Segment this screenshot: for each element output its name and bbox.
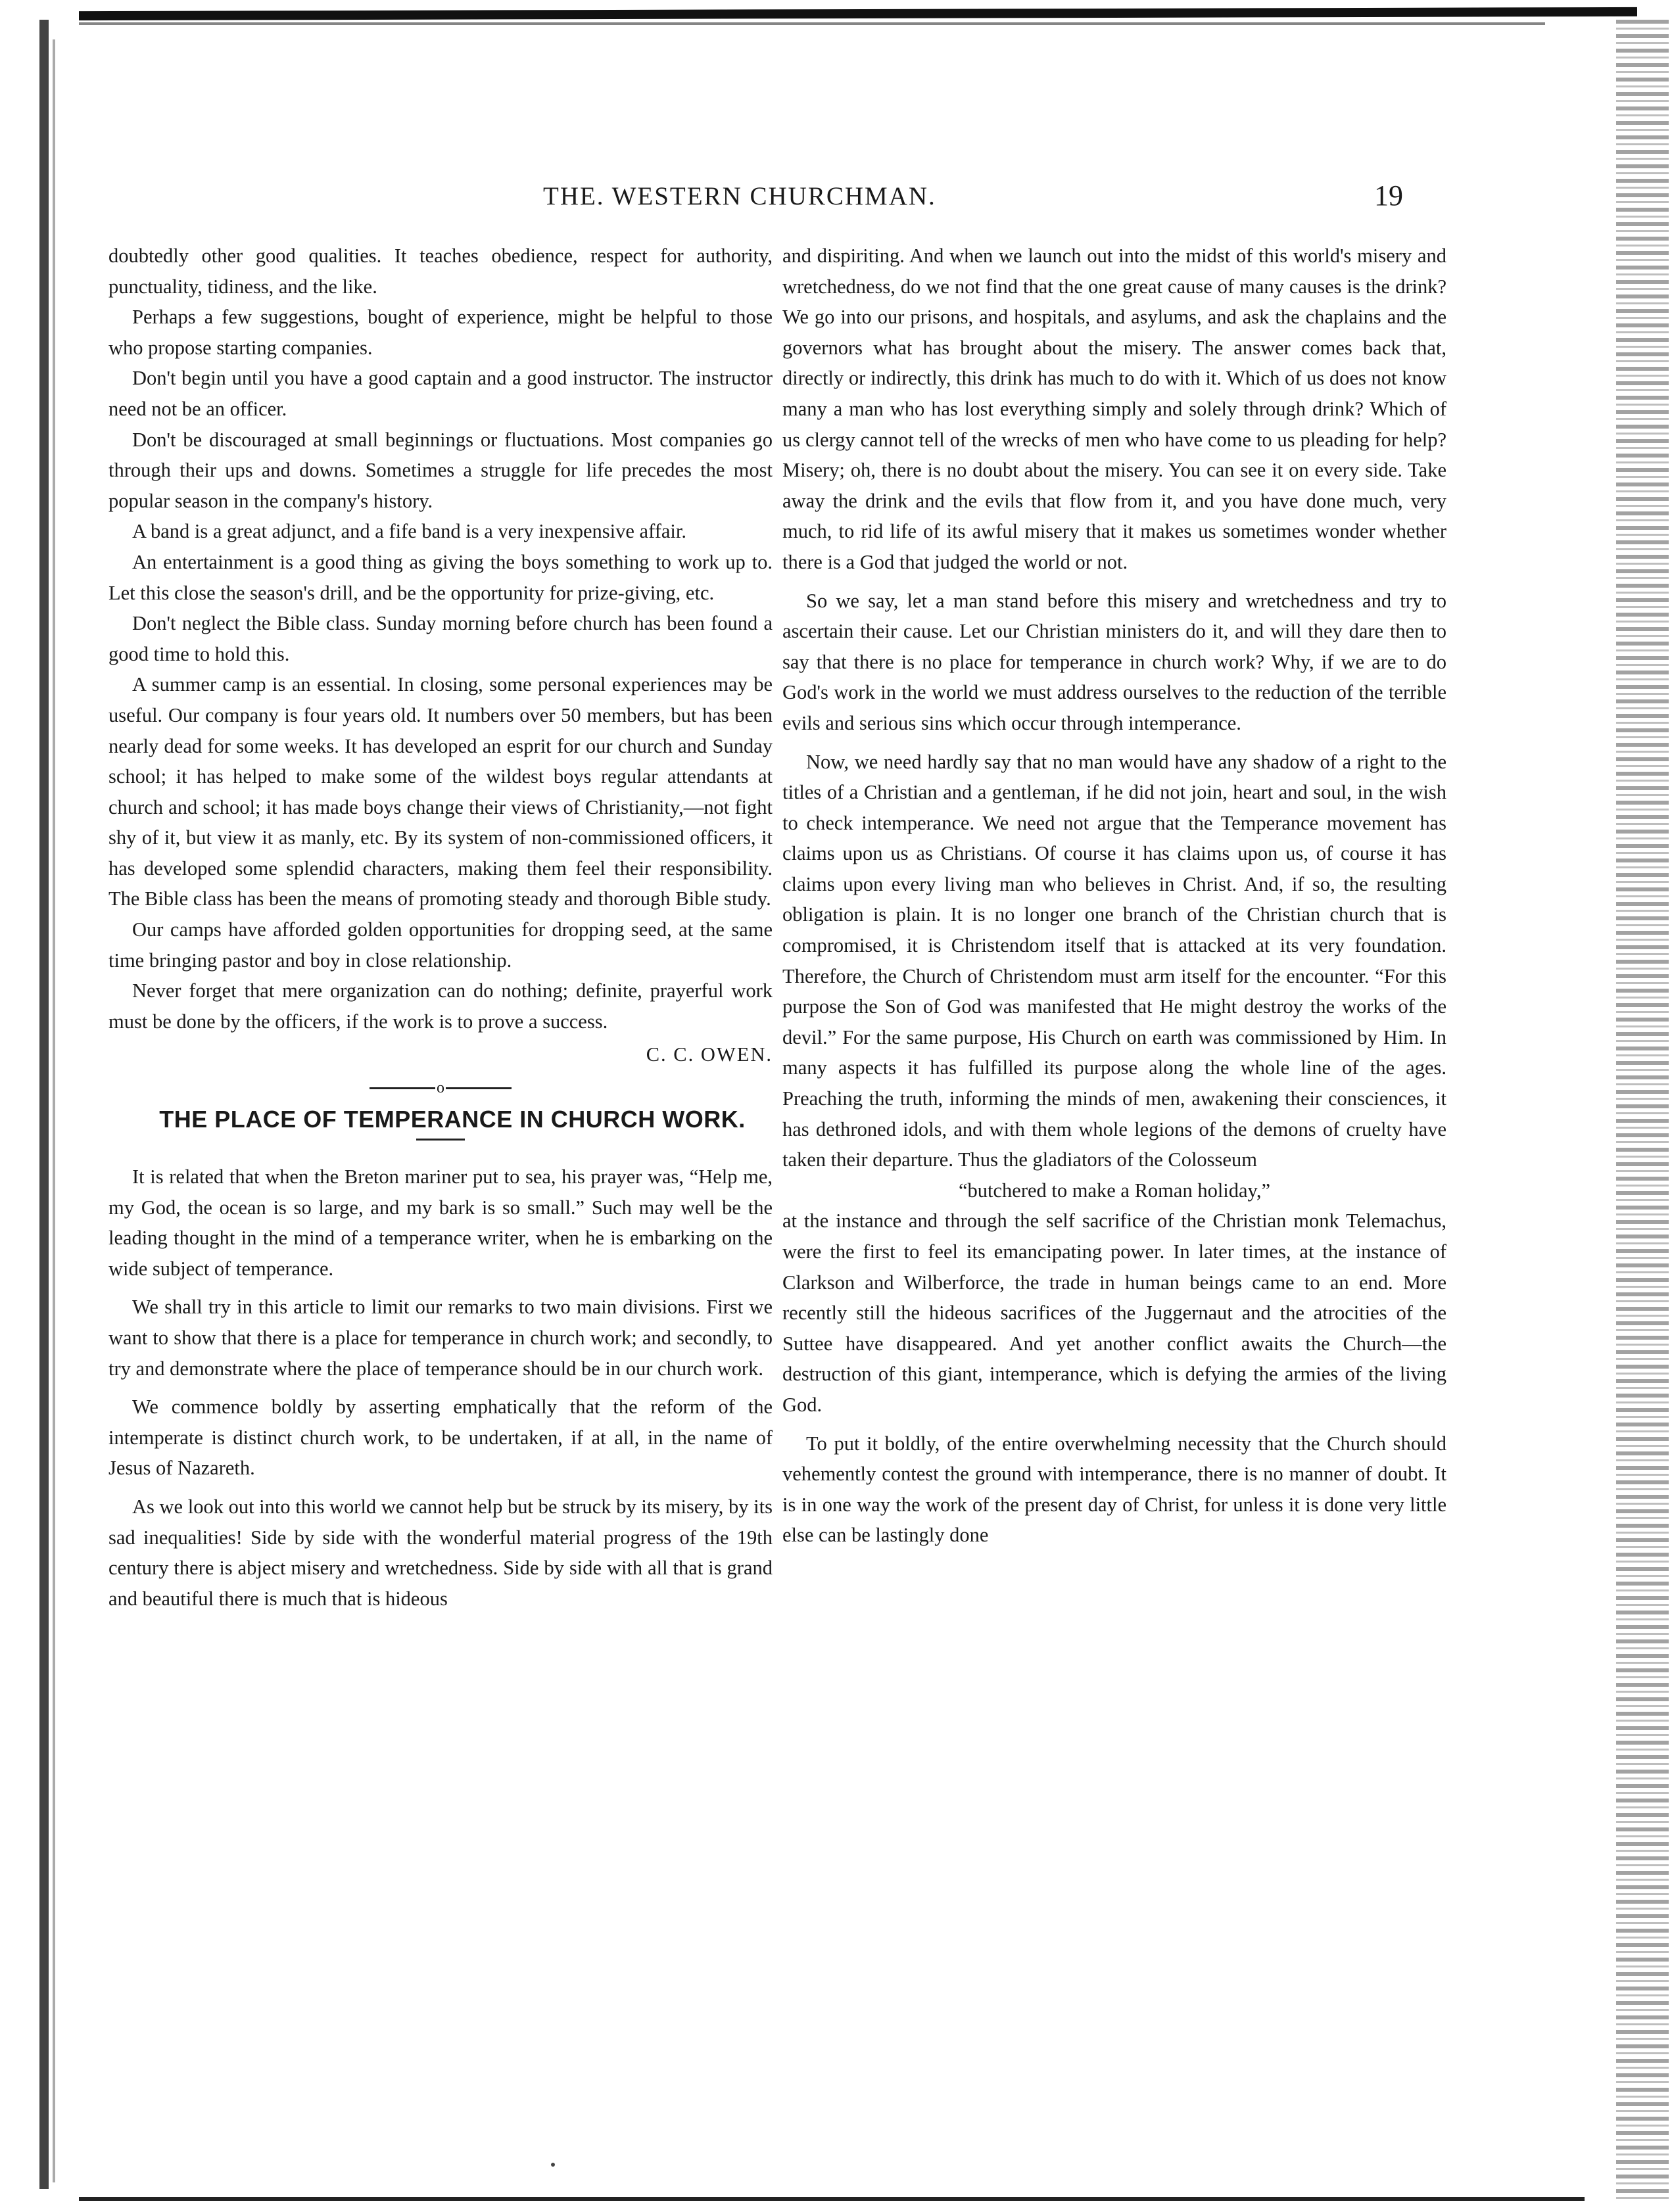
article-heading: THE PLACE OF TEMPERANCE IN CHURCH WORK.: [159, 1106, 746, 1133]
paragraph: As we look out into this world we cannot help but be struck by its misery, by its sad inequalities! Side by side with the wonderful material progress of the 19th century there is abject misery and wretchedness. Side by side with all that is grand and beautiful there is much that is hideous: [108, 1495, 773, 1610]
paragraph: A summer camp is an essential. In closing, some personal experiences may be useful. Our company is four years old. It numbers over 50 members, but has been nearly dead for some weeks. It has developed an esprit for our church and Sunday school; it has helped to make some of the wildest boys regular attendants at church and school; it has made boys change their views of Christianity,—not fight shy of it, but view it as manly, etc. By its system of non-commissioned officers, it has developed some splendid characters, making them feel their responsibility. The Bible class has been the means of promoting steady and thorough Bible study.: [108, 673, 773, 910]
scan-top-border-thin: [79, 22, 1545, 25]
paragraph: So we say, let a man stand before this misery and wretchedness and try to ascertain their cause. Let our Christian ministers do it, and will they dare then to say that there is no place for temperance in church work? Why, if we are to do God's work in the world we must address ourselves to the reduction of the terrible evils and serious sins which occur through intemperance.: [782, 589, 1446, 734]
running-header: [0, 181, 1672, 214]
heading-rule: [416, 1139, 465, 1141]
paragraph: It is related that when the Breton mariner put to sea, his prayer was, “Help me, my God, the ocean is so large, and my bark is so small.” Such may well be the leading thought in the mind of a temperance writer, when he is embarking on the wide subject of temperance.: [108, 1165, 773, 1280]
paragraph: Now, we need hardly say that no man would have any shadow of a right to the titles of a Christian and a gentleman, if he did not join, heart and soul, in the wish to check intemperance. We need not argue that the Temperance movement has claims upon us as Christians. Of course it has claims upon us, of course it has claims upon every living man who believes in Christ. And, if so, the resulting obligation is plain. It is no longer one branch of the Christian church that is compromised, it is Christendom itself that is attacked at its very foundation. Therefore, the Church of Christendom must arm itself for the encounter. “For this purpose the Son of God was manifested that He might destroy the works of the devil.” For the same purpose, His Church on earth was commissioned by Him. In many aspects it has fulfilled its purpose along the whole line of the ages. Preaching the truth, informing the minds of men, awakening their consciences, it has dethroned idols, and with them whole legions of the demons of cruelty have taken their departure. Thus the gladiators of the Colosseum: [782, 750, 1446, 1171]
paragraph: Never forget that mere organization can do nothing; definite, prayerful work must be done by the officers, if the work is to prove a success.: [108, 979, 773, 1033]
scan-top-border: [79, 7, 1637, 20]
paragraph: A band is a great adjunct, and a fife band is a very inexpensive affair.: [132, 520, 686, 543]
scan-left-border-thin: [53, 39, 55, 2182]
publication-title: THE. WESTERN CHURCHMAN.: [543, 182, 936, 210]
author-signature: C. C. OWEN.: [646, 1043, 773, 1066]
paragraph: We shall try in this article to limit our remarks to two main divisions. First we want to show that there is a place for temperance in church work; and secondly, to try and demonstrate where the place of temperance should be in our church work.: [108, 1296, 773, 1380]
scan-bottom-border: [79, 2197, 1585, 2201]
scan-right-edge-noise: [1616, 20, 1669, 2202]
paragraph: To put it boldly, of the entire overwhelming necessity that the Church should vehemently contest the ground with intemperance, there is no manner of doubt. It is in one way the work of the present day of Christ, for unless it is done very little else can be lastingly done: [782, 1432, 1446, 1547]
paragraph: doubtedly other good qualities. It teaches obedience, respect for authority, punctuality, tidiness, and the like.: [108, 245, 773, 298]
scan-speck: [551, 2163, 555, 2167]
paragraph: Don't neglect the Bible class. Sunday morning before church has been found a good time to hold this.: [108, 612, 773, 665]
paragraph: Our camps have afforded golden opportunities for dropping seed, at the same time bringing pastor and boy in close relationship.: [108, 918, 773, 972]
quotation: “butchered to make a Roman holiday,”: [959, 1179, 1270, 1202]
paragraph: at the instance and through the self sacrifice of the Christian monk Telemachus, were the first to feel its emancipating power. In later times, at the instance of Clarkson and Wilberforce, the trade in human beings came to an end. More recently still the hideous sacrifices of the Juggernaut and the atrocities of the Suttee have disappeared. And yet another conflict awaits the Church—the destruction of this giant, intemperance, which is defying the armies of the living God.: [782, 1210, 1446, 1416]
paragraph: Perhaps a few suggestions, bought of experience, might be helpful to those who propose starting companies.: [108, 306, 773, 359]
paragraph: Don't begin until you have a good captain and a good instructor. The instructor need not be an officer.: [108, 367, 773, 420]
page-number: 19: [1374, 179, 1403, 212]
paragraph: and dispiriting. And when we launch out into the midst of this world's misery and wretchedness, do we not find that the one great cause of many causes is the drink? We go into our prisons, and hospitals, and asylums, and ask the chaplains and the governors what has brought about the misery. The answer comes back that, directly or indirectly, this drink has much to do with it. Which of us does not know many a man who has lost everything simply and solely through drink? Which of us clergy cannot tell of the wrecks of men who have come to us pleading for help? Misery; oh, there is no doubt about the misery. You can see it on every side. Take away the drink and the evils that flow from it, and you have done much, very much, to rid life of its awful misery that it makes us sometimes wonder whether there is a God that judged the world or not.: [782, 245, 1446, 573]
paragraph: An entertainment is a good thing as giving the boys something to work up to. Let this close the season's drill, and be the opportunity for prize-giving, etc.: [108, 550, 773, 604]
paragraph: We commence boldly by asserting emphatically that the reform of the intemperate is distinct church work, to be undertaken, if at all, in the name of Jesus of Nazareth.: [108, 1396, 773, 1480]
paragraph: Don't be discouraged at small beginnings or fluctuations. Most companies go through their ups and downs. Sometimes a struggle for life precedes the most popular season in the company's history.: [108, 428, 773, 512]
divider-line-right: [446, 1087, 512, 1089]
divider-line-left: [370, 1087, 435, 1089]
divider-mark: o: [437, 1079, 444, 1096]
scan-left-border: [39, 20, 49, 2189]
right-column: [782, 241, 1446, 1551]
section-divider: [108, 1078, 773, 1098]
left-column: [108, 241, 773, 1614]
